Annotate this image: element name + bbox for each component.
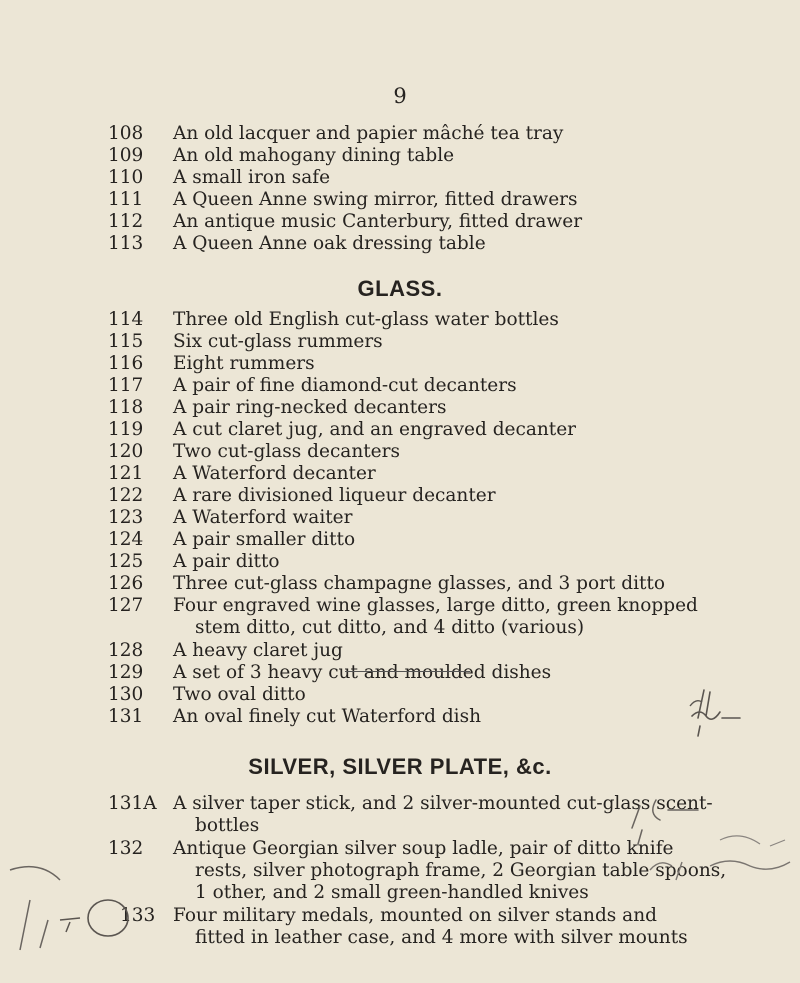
lot-description: A cut claret jug, and an engraved decanter bbox=[173, 419, 577, 440]
lot-number: 111 bbox=[108, 189, 144, 210]
lot-description: Eight rummers bbox=[173, 353, 315, 374]
lot-description: Six cut-glass rummers bbox=[173, 331, 383, 352]
lot-number: 115 bbox=[108, 331, 144, 352]
lot-description bbox=[173, 905, 688, 949]
lot-description: Two oval ditto bbox=[173, 684, 306, 705]
lot-description: An old lacquer and papier mâché tea tray bbox=[173, 123, 564, 144]
lot-description: Three cut-glass champagne glasses, and 3 port ditto bbox=[173, 573, 666, 594]
lot-description: A set of 3 heavy cut and moulded dishes bbox=[173, 662, 552, 683]
lot-number: 131 bbox=[108, 706, 144, 727]
lot-description: Three old English cut-glass water bottles bbox=[173, 309, 559, 330]
lot-number: 120 bbox=[108, 441, 144, 462]
lot-description: A small iron safe bbox=[173, 167, 331, 188]
lot-description: Two cut-glass decanters bbox=[173, 441, 400, 462]
lot-description: An antique music Canterbury, fitted drawer bbox=[173, 211, 583, 232]
lot-description-continuation: stem ditto, cut ditto, and 4 ditto (various) bbox=[195, 617, 585, 638]
lot-number: 131A bbox=[108, 793, 157, 814]
lot-number: 130 bbox=[108, 684, 144, 705]
lot-number: 127 bbox=[108, 595, 144, 616]
lot-description-continuation: fitted in leather case, and 4 more with silver mounts bbox=[195, 927, 688, 948]
lot-description bbox=[173, 838, 727, 904]
lot-number: 113 bbox=[108, 233, 144, 254]
lot-description: A rare divisioned liqueur decanter bbox=[173, 485, 496, 506]
lot-description: A Queen Anne swing mirror, fitted drawers bbox=[173, 189, 578, 210]
lot-number: 119 bbox=[108, 419, 144, 440]
lot-description-continuation: 1 other, and 2 small green-handled knives bbox=[195, 882, 589, 903]
lot-description: A pair smaller ditto bbox=[173, 529, 356, 550]
handwritten-price-annotation bbox=[670, 688, 750, 738]
lot-description: A Queen Anne oak dressing table bbox=[173, 233, 486, 254]
lot-number: 126 bbox=[108, 573, 144, 594]
handwritten-scribbles bbox=[620, 770, 800, 910]
handwritten-left-annotation bbox=[0, 860, 130, 960]
lot-number: 121 bbox=[108, 463, 144, 484]
lot-description: A pair ring-necked decanters bbox=[173, 397, 447, 418]
lot-description: A heavy claret jug bbox=[173, 640, 343, 661]
lot-description: A Waterford waiter bbox=[173, 507, 353, 528]
lot-number: 110 bbox=[108, 167, 144, 188]
lot-description-line: A silver taper stick, and 2 silver-mounted cut-glass scent- bbox=[173, 793, 713, 814]
handwritten-price-scribble bbox=[670, 688, 750, 738]
lot-description-line: Four engraved wine glasses, large ditto, green knopped bbox=[173, 595, 698, 616]
lot-number: 112 bbox=[108, 211, 144, 232]
lot-description: An oval finely cut Waterford dish bbox=[173, 706, 481, 727]
lot-number: 117 bbox=[108, 375, 144, 396]
lot-description bbox=[173, 793, 713, 837]
lot-description bbox=[173, 595, 698, 639]
lot-number: 123 bbox=[108, 507, 144, 528]
lot-number: 118 bbox=[108, 397, 144, 418]
lot-number: 129 bbox=[108, 662, 144, 683]
lot-number: 124 bbox=[108, 529, 144, 550]
lot-description: A pair ditto bbox=[173, 551, 280, 572]
lot-number: 133 bbox=[120, 905, 156, 926]
lot-description: A pair of fine diamond-cut decanters bbox=[173, 375, 517, 396]
handwritten-price-circle bbox=[0, 860, 130, 960]
section-divider bbox=[345, 671, 470, 672]
lot-description-line: Four military medals, mounted on silver stands and bbox=[173, 905, 657, 926]
lot-description-continuation: bottles bbox=[195, 815, 260, 836]
handwritten-margin-notes bbox=[620, 770, 800, 910]
lot-number: 116 bbox=[108, 353, 144, 374]
lot-number: 122 bbox=[108, 485, 144, 506]
lot-description-continuation: rests, silver photograph frame, 2 Georgian table spoons, bbox=[195, 860, 727, 881]
lot-number: 132 bbox=[108, 838, 144, 859]
page-number: 9 bbox=[393, 84, 407, 108]
lot-number: 108 bbox=[108, 123, 144, 144]
lot-number: 114 bbox=[108, 309, 144, 330]
glass-heading: GLASS. bbox=[357, 276, 443, 301]
lot-description: A Waterford decanter bbox=[173, 463, 376, 484]
lot-description: An old mahogany dining table bbox=[173, 145, 455, 166]
lot-description-line: Antique Georgian silver soup ladle, pair of ditto knife bbox=[173, 838, 674, 859]
lot-number: 128 bbox=[108, 640, 144, 661]
lot-number: 109 bbox=[108, 145, 144, 166]
silver-heading: SILVER, SILVER PLATE, &c. bbox=[248, 754, 552, 779]
lot-number: 125 bbox=[108, 551, 144, 572]
